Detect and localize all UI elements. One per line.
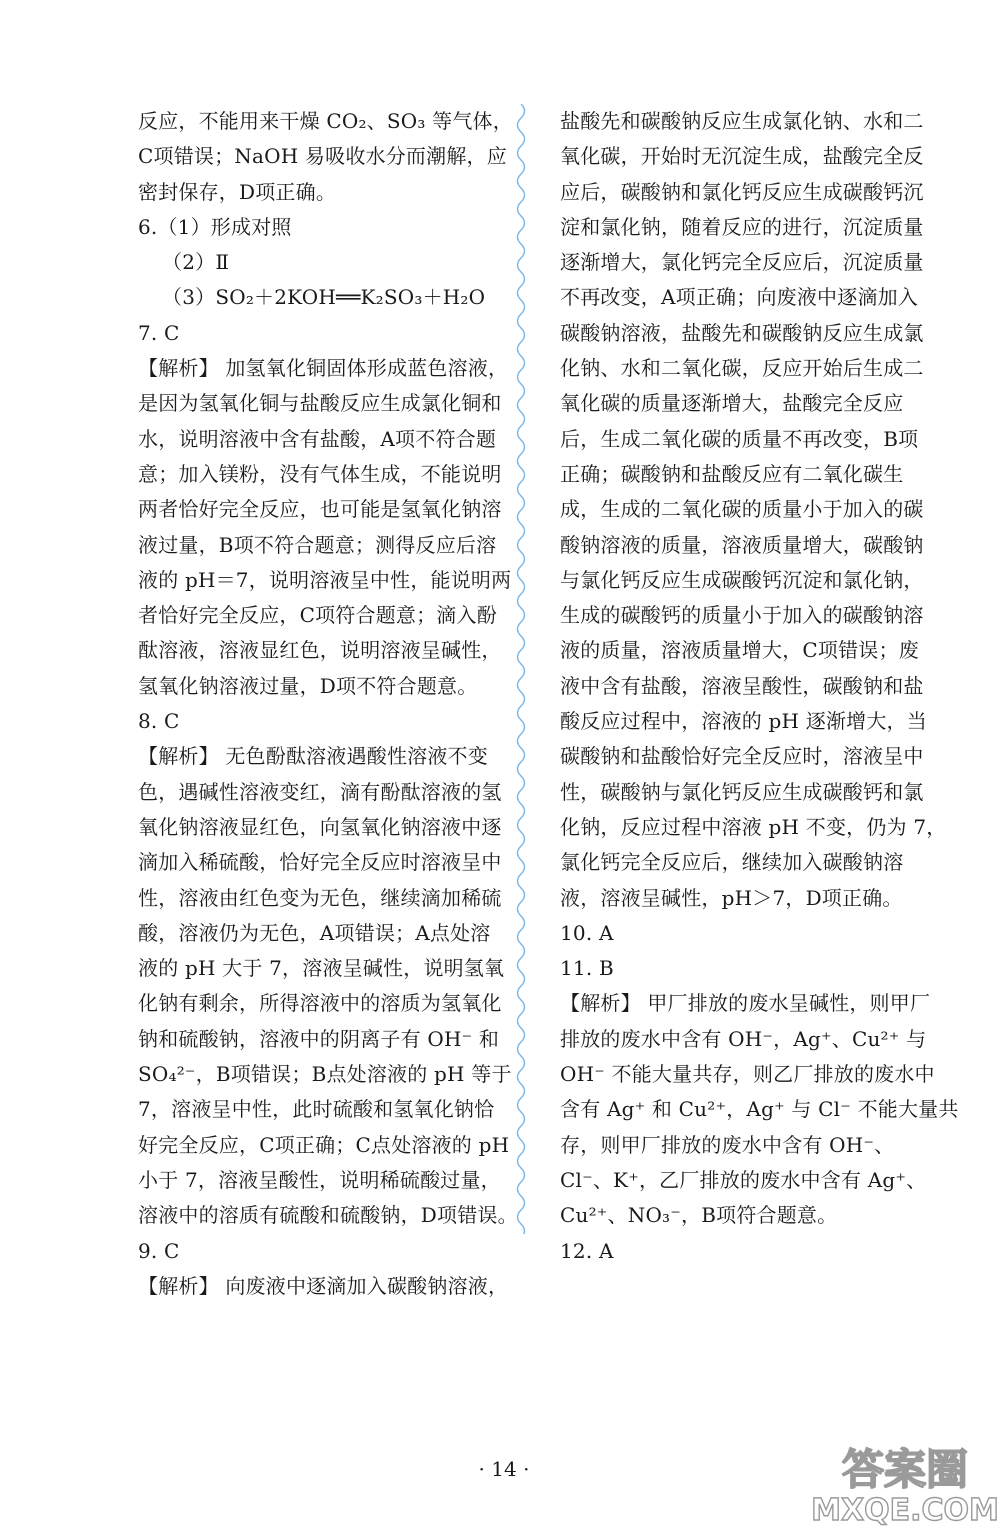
left-text-line: 滴加入稀硫酸，恰好完全反应时溶液呈中 [138, 850, 502, 875]
right-text-line: 10. A [560, 920, 614, 945]
left-text-line: 好完全反应，C项正确；C点处溶液的 pH [138, 1132, 510, 1157]
left-text-line: 【解析】 向废液中逐滴加入碳酸钠溶液， [138, 1273, 509, 1298]
wavy-column-divider [512, 104, 530, 1234]
left-text-line: 酸，溶液仍为无色，A项错误；A点处溶 [138, 920, 491, 945]
right-text-line: 酸反应过程中，溶液的 pH 逐渐增大，当 [560, 709, 927, 734]
right-text-line: 不再改变，A项正确；向废液中逐滴加入 [560, 285, 919, 310]
right-text-line: 与氯化钙反应生成碳酸钙沉淀和氯化钠， [560, 567, 924, 592]
left-text-line: 溶液中的溶质有硫酸和硫酸钠，D项错误。 [138, 1203, 518, 1228]
right-column [560, 104, 959, 1269]
right-text-line: 酸钠溶液的质量，溶液质量增大，碳酸钠 [560, 532, 924, 557]
left-text-line: 8. C [138, 709, 180, 734]
watermark-bottom-text: MXQE.COM [811, 1493, 999, 1528]
left-text-line: 液的 pH 大于 7，溶液呈碱性，说明氢氧 [138, 956, 505, 981]
right-text-line: 11. B [560, 956, 614, 981]
right-text-line: 液中含有盐酸，溶液呈酸性，碳酸钠和盐 [560, 673, 924, 698]
right-text-line: 成，生成的二氧化碳的质量小于加入的碳 [560, 497, 924, 522]
left-text-line: 水，说明溶液中含有盐酸，A项不符合题 [138, 426, 497, 451]
right-text-line: 后，生成二氧化碳的质量不再改变，B项 [560, 426, 919, 451]
left-text-line: 钠和硫酸钠，溶液中的阴离子有 OH⁻ 和 [138, 1026, 500, 1051]
right-text-line: 生成的碳酸钙的质量小于加入的碳酸钠溶 [560, 603, 924, 628]
left-text-line: SO₄²⁻，B项错误；B点处溶液的 pH 等于 [138, 1062, 512, 1087]
left-text-line: 小于 7，溶液呈酸性，说明稀硫酸过量， [138, 1167, 501, 1192]
left-text-line: C项错误；NaOH 易吸收水分而潮解，应 [138, 144, 507, 169]
left-text-line: 9. C [138, 1238, 180, 1263]
left-text-line: 氧化钠溶液显红色，向氢氧化钠溶液中逐 [138, 814, 502, 839]
right-text-line: 碳酸钠溶液，盐酸先和碳酸钠反应生成氯 [560, 320, 924, 345]
left-text-line: 液过量，B项不符合题意；测得反应后溶 [138, 532, 497, 557]
right-text-line: 氧化碳，开始时无沉淀生成，盐酸完全反 [560, 144, 924, 169]
right-text-line: 液，溶液呈碱性，pH＞7，D项正确。 [560, 885, 903, 910]
right-text-line: 氧化碳的质量逐渐增大，盐酸完全反应 [560, 391, 904, 416]
right-text-line: 性，碳酸钠与氯化钙反应生成碳酸钙和氯 [560, 779, 924, 804]
left-column [138, 104, 518, 1304]
right-text-line: 含有 Ag⁺ 和 Cu²⁺，Ag⁺ 与 Cl⁻ 不能大量共 [560, 1097, 959, 1122]
site-watermark-logo [810, 1436, 1000, 1528]
page-number: · 14 · [478, 1457, 530, 1481]
right-text-line: 化钠，反应过程中溶液 pH 不变，仍为 7， [560, 814, 947, 839]
left-text-line: 7. C [138, 320, 180, 345]
left-text-line: 者恰好完全反应，C项符合题意；滴入酚 [138, 603, 497, 628]
left-text-line: 性，溶液由红色变为无色，继续滴加稀硫 [138, 885, 502, 910]
left-text-line: 【解析】 无色酚酞溶液遇酸性溶液不变 [138, 744, 488, 769]
left-text-line: 【解析】 加氢氧化铜固体形成蓝色溶液， [138, 356, 509, 381]
left-text-line: 7，溶液呈中性，此时硫酸和氢氧化钠恰 [138, 1097, 495, 1122]
right-text-line: 液的质量，溶液质量增大，C项错误；废 [560, 638, 919, 663]
right-text-line: 氯化钙完全反应后，继续加入碳酸钠溶 [560, 850, 904, 875]
left-text-line: 化钠有剩余，所得溶液中的溶质为氢氧化 [138, 991, 502, 1016]
left-text-line: 意；加入镁粉，没有气体生成，不能说明 [138, 461, 502, 486]
right-text-line: 正确；碳酸钠和盐酸反应有二氧化碳生 [560, 461, 904, 486]
left-text-line: 是因为氢氧化铜与盐酸反应生成氯化铜和 [138, 391, 502, 416]
right-text-line: 存，则甲厂排放的废水中含有 OH⁻、 [560, 1132, 895, 1157]
left-text-line: （2）Ⅱ [162, 250, 230, 275]
right-text-line: 化钠、水和二氧化碳，反应开始后生成二 [560, 356, 924, 381]
right-text-line: 应后，碳酸钠和氯化钙反应生成碳酸钙沉 [560, 179, 924, 204]
right-text-line: 【解析】 甲厂排放的废水呈碱性，则甲厂 [560, 991, 931, 1016]
left-text-line: 密封保存，D项正确。 [138, 179, 337, 204]
right-text-line: Cu²⁺、NO₃⁻，B项符合题意。 [560, 1203, 838, 1228]
left-text-line: 色，遇碱性溶液变红，滴有酚酞溶液的氢 [138, 779, 502, 804]
right-text-line: 逐渐增大，氯化钙完全反应后，沉淀质量 [560, 250, 924, 275]
watermark-top-text: 答案圈 [841, 1445, 969, 1494]
left-text-line: （3）SO₂＋2KOH══K₂SO₃＋H₂O [162, 285, 486, 310]
left-text-line: 反应，不能用来干燥 CO₂、SO₃ 等气体， [138, 109, 513, 133]
right-text-line: 12. A [560, 1238, 614, 1263]
right-text-line: OH⁻ 不能大量共存，则乙厂排放的废水中 [560, 1062, 935, 1087]
right-text-line: 盐酸先和碳酸钠反应生成氯化钠、水和二 [560, 109, 924, 133]
right-text-line: Cl⁻、K⁺，乙厂排放的废水中含有 Ag⁺、 [560, 1167, 927, 1192]
left-text-line: 酞溶液，溶液显红色，说明溶液呈碱性， [138, 638, 502, 663]
right-text-line: 淀和氯化钠，随着反应的进行，沉淀质量 [560, 214, 924, 239]
left-text-line: 6.（1）形成对照 [138, 214, 292, 239]
left-text-line: 液的 pH＝7，说明溶液呈中性，能说明两 [138, 567, 512, 592]
right-text-line: 排放的废水中含有 OH⁻，Ag⁺、Cu²⁺ 与 [560, 1026, 927, 1051]
right-text-line: 碳酸钠和盐酸恰好完全反应时，溶液呈中 [560, 744, 924, 769]
left-text-line: 两者恰好完全反应，也可能是氢氧化钠溶 [138, 497, 502, 522]
left-text-line: 氢氧化钠溶液过量，D项不符合题意。 [138, 673, 478, 698]
